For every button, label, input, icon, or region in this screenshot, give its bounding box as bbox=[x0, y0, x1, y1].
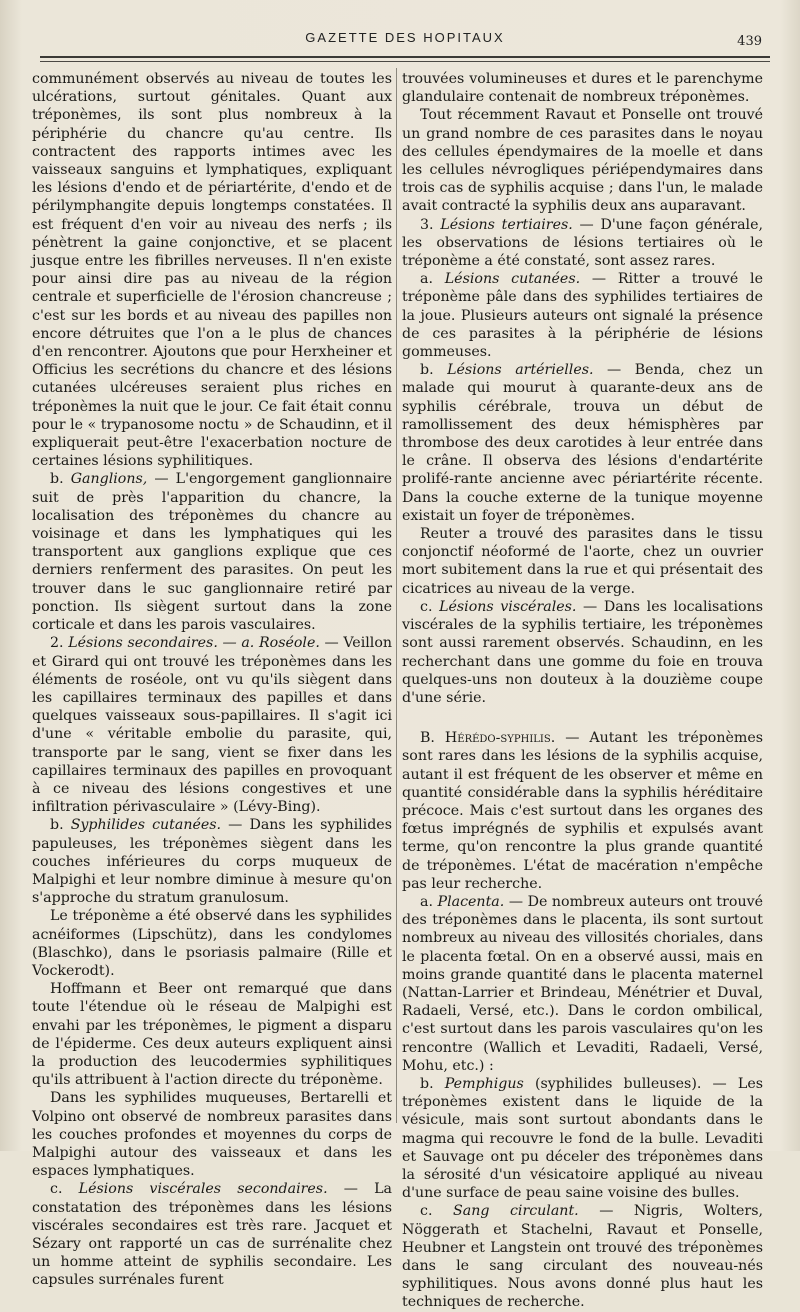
section-label: Lésions tertiaires. bbox=[440, 216, 573, 233]
column-divider bbox=[396, 68, 397, 1123]
paragraph: a. Lésions cutanées. — Ritter a trouvé le tréponème pâle dans des syphilides tertiaires de la joue. Plusieurs auteurs ont signalé la présence de ces parasites à la périphérie de lésions gommeuses. bbox=[402, 271, 763, 361]
section-label: Placenta. bbox=[437, 893, 505, 910]
paragraph: Tout récemment Ravaut et Ponselle ont trouvé un grand nombre de ces parasites dans le noyau des cellules épendymaires de la moelle et dans les cellules névrogliques périépendymaires dans trois cas de syphilis acquise ; dans l'un, le malade avait contracté la syphilis deux ans auparavant. bbox=[402, 107, 763, 215]
paragraph: b. Pemphigus (syphilides bulleuses). — Les tréponèmes existent dans le liquide de la vésicule, mais sont surtout abondants dans le magma qui recouvre le fond de la bulle. Levaditi et Sauvage ont pu déceler des tréponèmes dans la sérosité d'un vésicatoire appliqué au niveau d'une surface de peau saine voisine des bulles. bbox=[402, 1075, 763, 1202]
section-label: Lésions viscérales secondaires. bbox=[78, 1181, 328, 1198]
paragraph: B. Hérédo-syphilis. — Autant les tréponèmes sont rares dans les lésions de la syphilis acquise, autant il est fréquent de les observer et même en quantité considérable dans la syphilis héréditaire précoce. Mais c'est surtout dans les organes des fœtus imprégnés de syphilis et expulsés avant terme, qu'on rencontre la plus grande quantité de tréponèmes. L'état de macération n'empêche pas leur recherche. bbox=[402, 730, 763, 892]
paragraph: Le tréponème a été observé dans les syphilides acnéiformes (Lipschütz), dans les condylomes (Blaschko), dans le psoriasis palmaire (Rille et Vockerodt). bbox=[32, 908, 392, 979]
section-label: Lésions cutanées. bbox=[444, 271, 581, 288]
section-label: Hérédo-syphilis. bbox=[444, 730, 556, 747]
paragraph: trouvées volumineuses et dures et le parenchyme glandulaire contenait de nombreux tréponèmes. bbox=[402, 71, 763, 106]
running-title: GAZETTE DES HOPITAUX bbox=[305, 30, 505, 45]
section-label: Ganglions, bbox=[70, 471, 148, 488]
section-label: Sang circulant. bbox=[453, 1203, 579, 1220]
paragraph: communément observés au niveau de toutes les ulcérations, surtout génitales. Quant aux tréponèmes, ils sont plus nombreux à la périphérie du chancre qu'au centre. Ils contractent des rapports intimes avec les vaisseaux sanguins et lymphatiques, expliquant les lésions d'endo et de périartérite, d'endo et de périlymphangite depuis longtemps constatées. Il est fréquent d'en voir au niveau des nerfs ; ils pénètrent la gaine conjonctive, et se placent jusque entre les fibrilles nerveuses. Il n'en existe pour ainsi dire pas au niveau de la région centrale et superficielle de l'érosion chancreuse ; c'est sur les bords et au niveau des papilles non encore détruites que l'on a le plus de chances d'en rencontrer. Ajoutons que pour Herxheiner et Officius les secrétions du chancre et des lésions cutanées ulcéreuses seraient plus riches en tréponèmes la nuit que le jour. Ce fait était connu pour le « trypanosome noctu » de Schaudinn, et il expliquerait peut-être l'exacerbation nocture de certaines lésions syphilitiques. bbox=[32, 71, 392, 470]
header-rule-thin bbox=[40, 61, 770, 62]
paragraph: 2. Lésions secondaires. — a. Roséole. — Veillon et Girard qui ont trouvé les tréponèmes dans les éléments de roséole, ont vu qu'ils siègent dans les capillaires terminaux des papilles et dans quelques vaisseaux sous-papillaires. Il s'agit ici d'une « véritable embolie du parasite, qui, transporte par le sang, vient se fixer dans les capillaires terminaux des papilles en provoquant à ce niveau des lésions congestives et une infiltration périvasculaire » (Lévy-Bing). bbox=[32, 635, 392, 816]
paragraph: a. Placenta. — De nombreux auteurs ont trouvé des tréponèmes dans le placenta, ils sont surtout nombreux au niveau des villosités choriales, dans le placenta fœtal. On en a observé aussi, mais en moins grande quantité dans le placenta maternel (Nattan-Larrier et Brindeau, Ménétrier et Duval, Radaeli, Versé, etc.). Dans le cordon ombilical, c'est surtout dans les parois vasculaires qu'on les rencontre (Wallich et Levaditi, Radaeli, Versé, Mohu, etc.) : bbox=[402, 893, 763, 1074]
section-label: Syphilides cutanées. bbox=[70, 817, 222, 834]
section-label: Lésions artérielles. bbox=[447, 362, 594, 379]
paragraph: b. Ganglions, — L'engorgement ganglionnaire suit de près l'apparition du chancre, la localisation des tréponèmes du chancre au voisinage et dans les lymphatiques qui les transportent aux ganglions explique que ces derniers renferment des parasites. On peut les trouver dans le suc ganglionnaire retiré par ponction. Ils siègent surtout dans la zone corticale et dans les parois vasculaires. bbox=[32, 471, 393, 634]
section-label: Pemphigus bbox=[444, 1075, 524, 1092]
section-label: Lésions viscérales. bbox=[439, 598, 577, 615]
paragraph: Reuter a trouvé des parasites dans le tissu conjonctif néoformé de l'aorte, chez un ouvrier mort subitement dans la rue et qui présentait des cicatrices au niveau de la verge. bbox=[402, 526, 763, 597]
header-rule bbox=[40, 56, 770, 58]
right-column bbox=[402, 70, 763, 1312]
section-label: Lésions secondaires. — a. Roséole. bbox=[68, 635, 320, 652]
page-number: 439 bbox=[737, 34, 762, 49]
paragraph: b. Syphilides cutanées. — Dans les syphilides papuleuses, les tréponèmes siègent dans les couches inférieures du corps muqueux de Malpighi et leur nombre diminue à mesure qu'on s'approche du stratum granulosum. bbox=[32, 817, 392, 907]
paragraph: 3. Lésions tertiaires. — D'une façon générale, les observations de lésions tertiaires où le tréponème a été constaté, sont assez rares. bbox=[402, 216, 763, 270]
paragraph: b. Lésions artérielles. — Benda, chez un malade qui mourut à quarante-deux ans de syphilis cérébrale, trouva un début de ramollissement des deux hémisphères par thrombose des deux carotides à leur entrée dans le crâne. Il observa des lésions d'endartérite prolifé-rante ancienne avec périartérite récente. Dans la couche externe de la tunique moyenne existait un foyer de tréponèmes. bbox=[402, 362, 763, 524]
paragraph: Hoffmann et Beer ont remarqué que dans toute l'étendue où le réseau de Malpighi est envahi par les tréponèmes, le pigment a disparu de l'épiderme. Ces deux auteurs expliquent ainsi la production des leucodermies syphilitiques qu'ils attribuent à l'action directe du tréponème. bbox=[32, 981, 392, 1089]
page-header bbox=[40, 20, 770, 56]
paragraph: c. Lésions viscérales. — Dans les localisations viscérales de la syphilis tertiaire, les tréponèmes sont aussi rarement observés. Schaudinn, en les recherchant dans une gomme du foie en trouva quelques-uns non douteux à la douzième coupe d'une série. bbox=[402, 598, 763, 706]
paragraph: Dans les syphilides muqueuses, Bertarelli et Volpino ont observé de nombreux parasites dans les couches profondes et moyennes du corps de Malpighi autour des vaisseaux et dans les espaces lymphatiques. bbox=[32, 1090, 392, 1180]
paragraph: c. Lésions viscérales secondaires. — La constatation des tréponèmes dans les lésions viscérales secondaires est très rare. Jacquet et Sézary ont rapporté un cas de surrénalite chez un homme atteint de syphilis secondaire. Les capsules surrénales furent bbox=[32, 1181, 393, 1289]
left-column bbox=[32, 70, 392, 1290]
paragraph: c. Sang circulant. — Nigris, Wolters, Nöggerath et Stachelni, Ravaut et Ponselle, Heubner et Langstein ont trouvé des tréponèmes dans le sang circulant des nouveau-nés syphilitiques. Nous avons donné plus haut les techniques de recherche. bbox=[402, 1203, 763, 1311]
